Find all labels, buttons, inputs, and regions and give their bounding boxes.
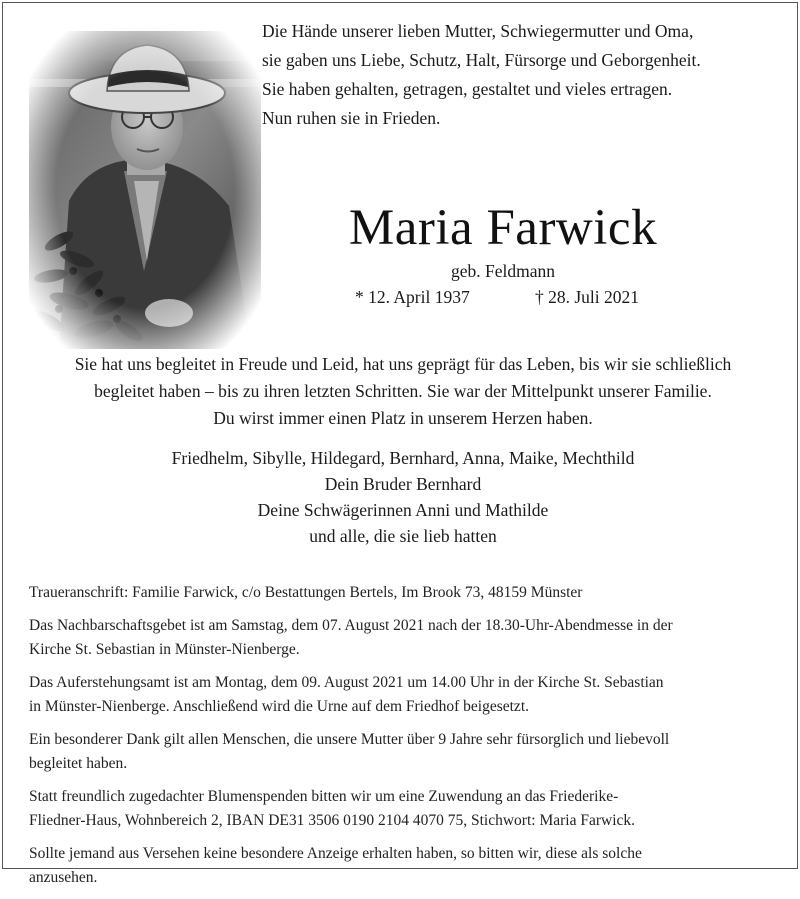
poem-line: Sie haben gehalten, getragen, gestaltet und vieles ertragen.	[262, 79, 673, 99]
family-signatures	[23, 445, 783, 549]
maiden-name: geb. Feldmann	[450, 261, 555, 281]
family-line: und alle, die sie lieb hatten	[309, 526, 497, 546]
death-date: † 28. Juli 2021	[535, 287, 640, 307]
family-line: Dein Bruder Bernhard	[324, 474, 482, 494]
poem-line: Nun ruhen sie in Frieden.	[262, 108, 441, 128]
birth-date: * 12. April 1937	[355, 287, 470, 307]
portrait-photo-icon	[29, 31, 261, 349]
info-paragraph-address	[29, 581, 787, 605]
info-paragraph-mass	[29, 671, 787, 719]
info-line: Sollte jemand aus Versehen keine besondere Anzeige erhalten haben, so bitten wir, diese als solche	[29, 845, 642, 862]
poem-line: sie gaben uns Liebe, Schutz, Halt, Fürsorge und Geborgenheit.	[262, 50, 701, 70]
info-line: anzusehen.	[29, 869, 98, 886]
family-line: Deine Schwägerinnen Anni und Mathilde	[257, 500, 549, 520]
life-dates	[263, 284, 743, 310]
poem-line: Die Hände unserer lieben Mutter, Schwiegermutter und Oma,	[262, 21, 694, 41]
info-line: begleitet haben.	[29, 755, 128, 772]
info-paragraph-notice	[29, 842, 787, 890]
intro-text	[23, 351, 783, 432]
info-line: Kirche St. Sebastian in Münster-Nienberge.	[29, 641, 300, 658]
info-line: in Münster-Nienberge. Anschließend wird die Urne auf dem Friedhof beigesetzt.	[29, 698, 529, 715]
intro-line: Du wirst immer einen Platz in unserem Herzen haben.	[213, 408, 593, 428]
info-line: Das Nachbarschaftsgebet ist am Samstag, dem 07. August 2021 nach der 18.30-Uhr-Abendmesse in der	[29, 617, 673, 634]
family-line: Friedhelm, Sibylle, Hildegard, Bernhard, Anna, Maike, Mechthild	[171, 448, 635, 468]
poem	[262, 17, 782, 133]
portrait-photo	[29, 31, 261, 349]
info-paragraph-donation	[29, 785, 787, 833]
info-line: Fliedner-Haus, Wohnbereich 2, IBAN DE31 3506 0190 2104 4070 75, Stichwort: Maria Farwick.	[29, 812, 636, 829]
info-paragraph-prayer	[29, 614, 787, 662]
info-line: Ein besonderer Dank gilt allen Menschen, die unsere Mutter über 9 Jahre sehr fürsorglich und liebevoll	[29, 731, 670, 748]
intro-line: Sie hat uns begleitet in Freude und Leid, hat uns geprägt für das Leben, bis wir sie schließlich	[74, 354, 732, 374]
info-line: Das Auferstehungsamt ist am Montag, dem 09. August 2021 um 14.00 Uhr in der Kirche St. Sebastian	[29, 674, 664, 691]
info-line: Traueranschrift: Familie Farwick, c/o Bestattungen Bertels, Im Brook 73, 48159 Münster	[29, 584, 583, 601]
intro-line: begleitet haben – bis zu ihren letzten Schritten. Sie war der Mittelpunkt unserer Familie.	[94, 381, 712, 401]
info-section	[29, 581, 787, 899]
info-line: Statt freundlich zugedachter Blumenspenden bitten wir um eine Zuwendung an das Friederike-	[29, 788, 619, 805]
deceased-name: Maria Farwick	[348, 200, 658, 256]
info-paragraph-thanks	[29, 728, 787, 776]
obituary-notice	[2, 2, 798, 886]
